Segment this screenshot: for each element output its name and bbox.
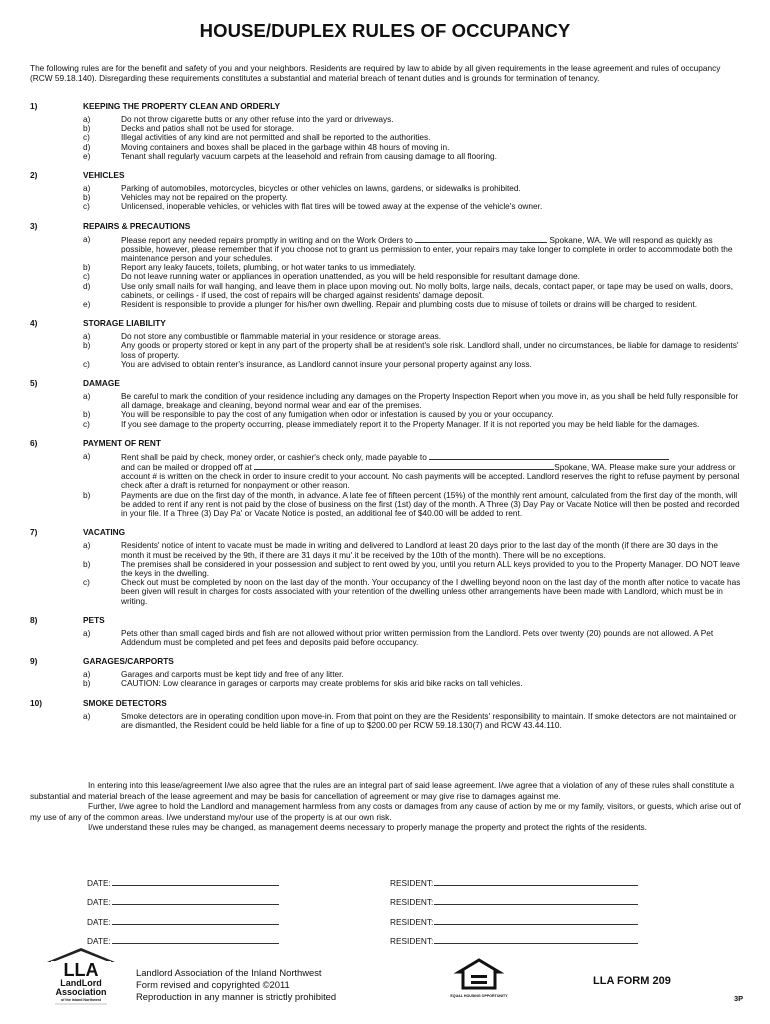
item-text-part: Spokane, WA. Please make sure your address or account # is written on the check in order to insure credit to your account. No cash payments will be accepted. Landlord reserves the right to refuse payment by personal check after a draft is returned for nonpayment or other reason. xyxy=(121,462,740,491)
item-letter: a) xyxy=(83,627,91,638)
rule-section xyxy=(30,100,742,161)
item-text: Smoke detectors are in operating condition upon move-in. From that point on they are the Residents' responsibility to maintain. If smoke detectors are not maintained or are dismantled, the Resident could be held liable for a fine of up to $200.00 per RCW 59.18.130(7) and RCW 43.44.110. xyxy=(121,710,737,730)
item-text: Be careful to mark the condition of your residence including any damages on the Property Inspection Report when you move in, as you shall be held fully responsible for all damage, breakage and cleaning, beyond normal wear and ear of the premises. xyxy=(121,391,739,411)
fill-in-blank[interactable] xyxy=(415,235,547,243)
rule-item xyxy=(30,452,742,491)
rule-item xyxy=(30,282,742,300)
item-text: Unlicensed, inoperable vehicles, or vehicles with flat tires will be towed away at the expense of the vehicle's owner. xyxy=(121,201,543,212)
date-cell xyxy=(87,917,390,927)
footer-copyright: Form revised and copyrighted ©2011 xyxy=(136,979,290,990)
item-letter: c) xyxy=(83,271,90,282)
item-text: Any goods or property stored or kept in any part of the property shall be at resident's sole risk. Landlord shall, under no circumstances, be liable for damage to residents' loss of property. xyxy=(121,340,739,360)
item-letter: a) xyxy=(83,710,91,721)
item-text: CAUTION: Low clearance in garages or carports may create problems for skis arid bike racks on tall vehicles. xyxy=(121,678,523,689)
item-text: Use only small nails for wall hanging, and leave them in place upon moving out. No molly bolts, large nails, decals, contact paper, or tape may be used on walls, doors, cabinets, or ceilings - if used, the cost of repairs will be charged against residents' damage deposit. xyxy=(121,280,733,300)
item-text-part: Spokane, WA. We will respond as quickly as possible, however, please remember that if you choose not to grant us permission to enter, your repairs may take longer to complete in order to accommodate both the maintenance person and your schedules. xyxy=(121,234,733,264)
resident-signature-line[interactable] xyxy=(434,923,638,925)
date-signature-line[interactable] xyxy=(112,942,279,944)
section-heading xyxy=(30,526,742,538)
rule-item xyxy=(30,235,742,264)
rule-item xyxy=(30,578,742,606)
date-signature-line[interactable] xyxy=(112,923,279,925)
agreement-paragraph-2: Further, I/we agree to hold the Landlord and management harmless from any costs or damages from any cause of action by me or my family, visitors, or guests, which arise out of my use of any of the common areas. I/we understand my/our use of the property is at our own risk. xyxy=(30,801,741,822)
rule-item xyxy=(30,712,742,730)
item-letter: a) xyxy=(83,114,91,124)
item-letter: b) xyxy=(83,678,91,689)
item-letter: e) xyxy=(83,299,91,310)
item-text: Moving containers and boxes shall be placed in the garbage within 48 hours of moving in. xyxy=(121,141,450,152)
section-number: 5) xyxy=(30,378,38,389)
date-signature-line[interactable] xyxy=(112,903,279,905)
rule-item xyxy=(30,202,742,211)
item-text-part: Rent shall be paid by check, money order, or cashier's check only, made payable to xyxy=(121,451,430,462)
intro-paragraph: The following rules are for the benefit and safety of you and your neighbors. Residents are required by law to abide by all given requirements in the lease agreement and rules of occupancy (RCW 59.18.140). Disregarding these requirements constitutes a substantial and material breach of tenant duties and is grounds for termination of tenancy. xyxy=(30,63,721,84)
date-cell xyxy=(87,936,390,946)
item-text: Do not store any combustible or flammable material in your residence or storage areas. xyxy=(121,331,442,342)
agreement-block xyxy=(30,780,742,833)
item-letter: b) xyxy=(83,123,91,134)
section-heading xyxy=(30,437,742,449)
item-text: Illegal activities of any kind are not permitted and shall be reported to the authorities. xyxy=(121,132,431,143)
rule-item xyxy=(30,629,742,647)
date-signature-line[interactable] xyxy=(112,884,279,886)
item-letter: b) xyxy=(83,192,91,203)
item-text: Residents' notice of intent to vacate must be made in writing and delivered to Landlord at least 20 days prior to the last day of the month (if there are 30 days in the month it must be received by the 9th, if there are 31 days it mu'.it be received by the 10th of the month). There will be no exceptions. xyxy=(121,540,718,560)
resident-cell xyxy=(390,936,638,946)
rule-item xyxy=(30,300,742,309)
section-title: DAMAGE xyxy=(83,378,120,389)
rule-section xyxy=(30,317,742,369)
section-number: 4) xyxy=(30,318,38,329)
rule-section xyxy=(30,437,742,518)
section-title: VEHICLES xyxy=(83,170,125,181)
signature-block xyxy=(87,868,687,946)
section-heading xyxy=(30,614,742,626)
logo-line-landlord: LandLord xyxy=(60,978,102,988)
item-letter: b) xyxy=(83,262,91,273)
item-text: Payments are due on the first day of the month, in advance. A late fee of fifteen percent (15%) of the monthly rent amount, calculated from the first day of the month, will be added to rent if any rent is not paid by the close of business on the first (1st) day of the month. A Three (3) Day Pay or Vacate Notice will then be posted and recorded in your file. If a Three (3) Day Pa' or Vacate Notice is posted, an additional fee of $40.00 will be added to rent. xyxy=(121,489,740,519)
section-heading xyxy=(30,655,742,667)
section-heading xyxy=(30,169,742,181)
section-title: KEEPING THE PROPERTY CLEAN AND ORDERLY xyxy=(83,101,281,111)
agreement-paragraph-3: I/we understand these rules may be changed, as management deems necessary to properly manage the property and protect the rights of the residents. xyxy=(88,822,647,833)
item-letter: c) xyxy=(83,201,90,212)
rule-section xyxy=(30,220,742,310)
resident-label: RESIDENT: xyxy=(390,877,434,888)
item-text: Do not throw cigarette butts or any other refuse into the yard or driveways. xyxy=(121,114,394,124)
date-cell xyxy=(87,878,390,888)
rule-item xyxy=(30,679,742,688)
rule-section xyxy=(30,377,742,429)
item-text: You will be responsible to pay the cost of any fumigation when odor or infestation is caused by you or your occupancy. xyxy=(121,409,554,420)
item-letter: a) xyxy=(83,391,91,402)
item-letter: b) xyxy=(83,558,91,569)
logo-line-association: Association xyxy=(55,987,107,997)
item-letter: c) xyxy=(83,358,90,369)
section-title: GARAGES/CARPORTS xyxy=(83,656,174,667)
footer-org: Landlord Association of the Inland Northwest xyxy=(136,967,322,978)
resident-label: RESIDENT: xyxy=(390,916,434,927)
item-text: You are advised to obtain renter's insurance, as Landlord cannot insure your personal property against any loss. xyxy=(121,358,532,369)
section-title: REPAIRS & PRECAUTIONS xyxy=(83,220,191,231)
section-title: SMOKE DETECTORS xyxy=(83,697,167,708)
date-label: DATE: xyxy=(87,916,111,927)
item-text: Report any leaky faucets, toilets, plumbing, or hot water tanks to us immediately. xyxy=(121,262,416,273)
resident-cell xyxy=(390,917,638,927)
signature-row xyxy=(87,927,687,947)
resident-label: RESIDENT: xyxy=(390,897,434,907)
item-text xyxy=(121,235,742,264)
date-label: DATE: xyxy=(87,877,111,888)
rule-item xyxy=(30,560,742,578)
item-text: Vehicles may not be repaired on the property. xyxy=(121,192,288,203)
rule-item xyxy=(30,420,742,429)
rule-item xyxy=(30,491,742,519)
item-letter: a) xyxy=(83,233,91,244)
section-heading xyxy=(30,220,742,232)
resident-signature-line[interactable] xyxy=(434,942,638,944)
rule-section xyxy=(30,697,742,730)
section-title: STORAGE LIABILITY xyxy=(83,318,166,329)
form-number: LLA FORM 209 xyxy=(593,975,671,987)
item-text: Tenant shall regularly vacuum carpets at the leasehold and refrain from causing damage to all flooring. xyxy=(121,150,497,161)
rule-section xyxy=(30,526,742,605)
logo-abbr: LLA xyxy=(63,960,99,980)
rule-section xyxy=(30,614,742,647)
resident-signature-line[interactable] xyxy=(434,884,638,886)
item-text: Resident is responsible to provide a plunger for his/her own dwelling. Repair and plumbing costs due to misuse of toilets or drains will be charged to resident. xyxy=(121,299,698,310)
date-label: DATE: xyxy=(87,897,111,907)
item-letter: b) xyxy=(83,489,91,500)
section-number: 7) xyxy=(30,527,38,538)
signature-row xyxy=(87,907,687,927)
item-text: Pets other than small caged birds and fish are not allowed without prior written permission from the Landlord. Pets over twenty (20) pounds are not allowed. A Pet Addendum must be completed and pet fees and deposits paid before occupancy. xyxy=(121,627,714,647)
item-letter: d) xyxy=(83,280,91,291)
item-letter: a) xyxy=(83,183,91,194)
fill-in-blank[interactable] xyxy=(254,462,554,470)
rule-item xyxy=(30,360,742,369)
item-letter: e) xyxy=(83,150,91,161)
section-heading xyxy=(30,377,742,389)
item-text: The premises shall be considered in your possession and subject to rent owed by you, until you return ALL keys provided to you to the Property Manager. DO NOT leave the keys in the dwelling. xyxy=(121,558,740,578)
signature-row xyxy=(87,868,687,888)
item-letter: a) xyxy=(83,540,91,551)
item-text: Parking of automobiles, motorcycles, bicycles or other vehicles on lawns, gardens, or sidewalks is prohibited. xyxy=(121,183,521,194)
item-text xyxy=(121,452,742,491)
rule-item xyxy=(30,541,742,559)
resident-cell xyxy=(390,878,638,888)
item-letter: b) xyxy=(83,409,91,420)
resident-cell xyxy=(390,897,638,907)
resident-signature-line[interactable] xyxy=(434,903,638,905)
item-letter: a) xyxy=(83,450,91,461)
section-title: PAYMENT OF RENT xyxy=(83,437,161,448)
section-number: 3) xyxy=(30,220,38,231)
signature-row xyxy=(87,888,687,908)
section-number: 6) xyxy=(30,437,38,448)
rule-section xyxy=(30,655,742,688)
agreement-paragraph-1: In entering into this lease/agreement I/we also agree that the rules are an integral part of said lease agreement. I/we agree that a violation of any of these rules shall constitute a substantial and material breach of the lease agreement and may be basis for cancellation of agreement or may give rise to damages against me. xyxy=(30,780,735,801)
resident-label: RESIDENT: xyxy=(390,936,434,946)
item-text: If you see damage to the property occurring, please immediately report it to the Property Manager. If it is not reported you may be held liable for the damages. xyxy=(121,418,700,429)
item-letter: a) xyxy=(83,669,91,680)
item-letter: c) xyxy=(83,577,90,588)
section-heading xyxy=(30,317,742,329)
rules-sections xyxy=(30,100,742,738)
page-code: 3P xyxy=(734,994,744,1003)
footer-reproduction: Reproduction in any manner is strictly prohibited xyxy=(136,991,337,1002)
section-title: VACATING xyxy=(83,527,126,538)
item-text: Check out must be completed by noon on the last day of the month. Your occupancy of the I dwelling beyond noon on the last day of the month after notice to vacate has been given will result in charges for costs associated with your retention of the dwelling unless other arrangements have been made with Landlord, which must be in writing. xyxy=(121,577,741,606)
section-number: 2) xyxy=(30,170,38,181)
item-letter: c) xyxy=(83,418,90,429)
rule-item xyxy=(30,392,742,410)
eho-label: EQUAL HOUSING OPPORTUNITY xyxy=(450,994,508,998)
item-text-part: and can be mailed or dropped off at xyxy=(121,462,255,473)
logo-line-inland: of the Inland Northwest xyxy=(61,998,101,1002)
section-title: PETS xyxy=(83,614,105,625)
section-number: 9) xyxy=(30,656,38,667)
item-text-part: Please report any needed repairs promptly in writing and on the Work Orders to xyxy=(121,234,416,245)
item-letter: c) xyxy=(83,132,90,143)
item-letter: b) xyxy=(83,340,91,351)
item-text: Do not leave running water or appliances in operation unattended, as you will be held responsible for resultant damage done. xyxy=(121,271,580,282)
item-text: Decks and patios shall not be used for storage. xyxy=(121,123,294,134)
rule-item xyxy=(30,341,742,359)
section-heading xyxy=(30,697,742,709)
rule-item xyxy=(30,152,742,161)
item-letter: d) xyxy=(83,141,91,152)
section-heading xyxy=(30,100,742,112)
rule-section xyxy=(30,169,742,212)
equal-housing-opportunity-icon xyxy=(450,958,508,1000)
lla-logo xyxy=(45,946,117,1008)
item-text: Garages and carports must be kept tidy and free of any litter. xyxy=(121,669,344,680)
footer-text xyxy=(136,967,336,1003)
date-cell xyxy=(87,897,390,907)
document-title: HOUSE/DUPLEX RULES OF OCCUPANCY xyxy=(199,20,571,41)
date-label: DATE: xyxy=(87,936,111,946)
section-number: 8) xyxy=(30,614,38,625)
section-number: 10) xyxy=(30,697,42,708)
section-number: 1) xyxy=(30,101,38,111)
fill-in-blank[interactable] xyxy=(429,452,669,460)
item-letter: a) xyxy=(83,331,91,342)
